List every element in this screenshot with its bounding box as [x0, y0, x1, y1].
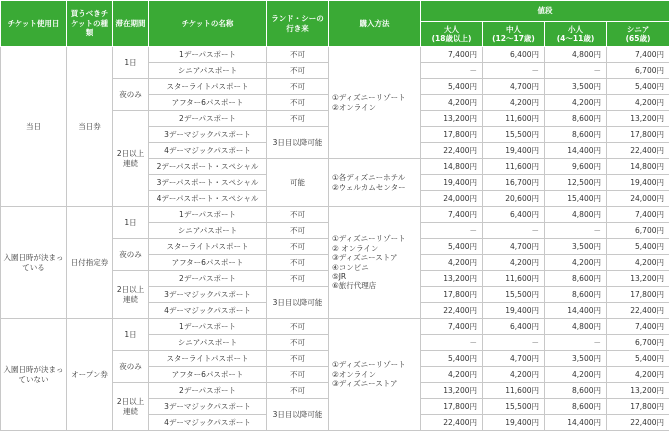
price-adult-cell: 5,400円	[421, 79, 483, 95]
price-junior-cell: 11,600円	[483, 159, 545, 175]
purchase-special-cell	[329, 159, 421, 207]
price-child-cell: 15,400円	[545, 191, 607, 207]
purchase-method-line: ①ディズニーリゾート	[332, 234, 406, 244]
price-adult-cell: 22,400円	[421, 143, 483, 159]
header-land-sea: ランド・シーの行き来	[267, 1, 329, 47]
stay-cell: 夜のみ	[113, 239, 149, 271]
price-junior-cell: 16,700円	[483, 175, 545, 191]
price-adult-cell: 4,200円	[421, 255, 483, 271]
stay-cell: 2日以上連続	[113, 111, 149, 207]
ticket-name-cell: 2デーパスポート	[149, 111, 267, 127]
land-sea-cell: 不可	[267, 239, 329, 255]
price-senior-cell: 6,700円	[607, 335, 669, 351]
stay-cell: 1日	[113, 207, 149, 239]
price-child-cell: 12,500円	[545, 175, 607, 191]
price-senior-cell: 22,400円	[607, 303, 669, 319]
price-senior-cell: 7,400円	[607, 47, 669, 63]
price-adult-cell: 5,400円	[421, 239, 483, 255]
price-child-cell: －	[545, 335, 607, 351]
price-junior-cell: －	[483, 223, 545, 239]
ticket-name-cell: 4デーマジックパスポート	[149, 303, 267, 319]
ticket-name-cell: 2デーパスポート・スペシャル	[149, 159, 267, 175]
ticket-name-cell: 3デーマジックパスポート	[149, 399, 267, 415]
stay-cell: 1日	[113, 319, 149, 351]
price-adult-cell: －	[421, 223, 483, 239]
price-senior-cell: 17,800円	[607, 127, 669, 143]
table-row	[1, 319, 669, 335]
price-senior-cell: 22,400円	[607, 143, 669, 159]
price-child-cell: 8,600円	[545, 399, 607, 415]
price-adult-cell: 4,200円	[421, 95, 483, 111]
price-junior-cell: 15,500円	[483, 399, 545, 415]
price-junior-cell: －	[483, 335, 545, 351]
purchase-method-line: ①各ディズニーホテル	[332, 173, 406, 183]
land-sea-cell: 不可	[267, 47, 329, 63]
price-adult-cell: 22,400円	[421, 415, 483, 431]
price-junior-cell: 11,600円	[483, 383, 545, 399]
price-senior-cell: 5,400円	[607, 239, 669, 255]
price-senior-cell: 6,700円	[607, 63, 669, 79]
price-junior-cell: 19,400円	[483, 415, 545, 431]
stay-cell: 2日以上連続	[113, 383, 149, 431]
price-senior-cell: 17,800円	[607, 287, 669, 303]
price-child-cell: 9,600円	[545, 159, 607, 175]
price-junior-cell: 19,400円	[483, 303, 545, 319]
header-ticket-type: 買うべきチケットの種類	[67, 1, 113, 47]
land-sea-cell: 不可	[267, 319, 329, 335]
price-adult-cell: 7,400円	[421, 207, 483, 223]
price-child-cell: 4,800円	[545, 319, 607, 335]
stay-cell: 1日	[113, 47, 149, 79]
header-child: 小人 (4～11歳)	[545, 22, 607, 47]
stay-cell: 2日以上連続	[113, 271, 149, 319]
ticket-name-cell: 1デーパスポート	[149, 47, 267, 63]
ticket-name-cell: 1デーパスポート	[149, 319, 267, 335]
price-senior-cell: 22,400円	[607, 415, 669, 431]
land-sea-cell: 不可	[267, 271, 329, 287]
land-sea-cell: 不可	[267, 335, 329, 351]
price-child-cell: 4,200円	[545, 95, 607, 111]
header-use-day: チケット使用日	[1, 1, 67, 47]
land-sea-cell: 不可	[267, 255, 329, 271]
price-adult-cell: 7,400円	[421, 319, 483, 335]
ticket-name-cell: シニアパスポート	[149, 335, 267, 351]
header-adult: 大人 (18歳以上)	[421, 22, 483, 47]
price-adult-cell: 5,400円	[421, 351, 483, 367]
price-child-cell: 8,600円	[545, 127, 607, 143]
stay-cell: 夜のみ	[113, 79, 149, 111]
price-adult-cell: 7,400円	[421, 47, 483, 63]
price-adult-cell: 22,400円	[421, 303, 483, 319]
price-junior-cell: 4,700円	[483, 351, 545, 367]
ticket-type-cell: オープン券	[67, 319, 113, 431]
price-senior-cell: 4,200円	[607, 255, 669, 271]
purchase-method-line: ⑤JR	[332, 271, 347, 281]
price-adult-cell: 17,800円	[421, 127, 483, 143]
price-adult-cell: 24,000円	[421, 191, 483, 207]
ticket-name-cell: アフター6パスポート	[149, 95, 267, 111]
price-child-cell: 4,200円	[545, 255, 607, 271]
price-junior-cell: 6,400円	[483, 47, 545, 63]
price-adult-cell: 14,800円	[421, 159, 483, 175]
price-child-cell: 4,200円	[545, 367, 607, 383]
purchase-method-line: ② オンライン	[332, 243, 379, 253]
purchase-method-line: ④コンビニ	[332, 262, 369, 272]
table-row	[1, 47, 669, 63]
ticket-name-cell: スターライトパスポート	[149, 239, 267, 255]
price-child-cell: 14,400円	[545, 303, 607, 319]
price-adult-cell: －	[421, 335, 483, 351]
ticket-name-cell: スターライトパスポート	[149, 79, 267, 95]
ticket-type-cell: 日付指定券	[67, 207, 113, 319]
use-day-cell: 入園日時が決まっていない	[1, 319, 67, 431]
price-adult-cell: 13,200円	[421, 271, 483, 287]
purchase-method-line: ②ウェルカムセンター	[332, 182, 406, 192]
price-junior-cell: 4,700円	[483, 239, 545, 255]
land-sea-cell: 3日目以降可能	[267, 399, 329, 431]
price-junior-cell: 19,400円	[483, 143, 545, 159]
price-adult-cell: 13,200円	[421, 111, 483, 127]
header-price: 値段	[421, 1, 669, 22]
ticket-name-cell: 2デーパスポート	[149, 383, 267, 399]
price-junior-cell: 15,500円	[483, 127, 545, 143]
purchase-method-line: ①ディズニーリゾート	[332, 360, 406, 370]
ticket-name-cell: 4デーパスポート・スペシャル	[149, 191, 267, 207]
price-child-cell: 8,600円	[545, 271, 607, 287]
ticket-name-cell: 3デーマジックパスポート	[149, 127, 267, 143]
ticket-name-cell: アフター6パスポート	[149, 367, 267, 383]
price-junior-cell: 6,400円	[483, 207, 545, 223]
land-sea-cell: 不可	[267, 383, 329, 399]
price-adult-cell: 17,800円	[421, 399, 483, 415]
ticket-name-cell: 3デーパスポート・スペシャル	[149, 175, 267, 191]
price-child-cell: 14,400円	[545, 415, 607, 431]
price-child-cell: 8,600円	[545, 383, 607, 399]
price-senior-cell: 7,400円	[607, 207, 669, 223]
price-child-cell: －	[545, 223, 607, 239]
price-adult-cell: 4,200円	[421, 367, 483, 383]
price-senior-cell: 14,800円	[607, 159, 669, 175]
land-sea-cell: 不可	[267, 111, 329, 127]
price-adult-cell: 13,200円	[421, 383, 483, 399]
land-sea-cell: 可能	[267, 159, 329, 207]
purchase-method-line: ②オンライン	[332, 369, 376, 379]
price-junior-cell: 15,500円	[483, 287, 545, 303]
price-child-cell: 4,800円	[545, 47, 607, 63]
price-child-cell: 14,400円	[545, 143, 607, 159]
purchase-method-line: ③ディズニーストア	[332, 253, 398, 263]
purchase-method-line: ②オンライン	[332, 102, 376, 112]
price-junior-cell: 4,200円	[483, 367, 545, 383]
price-senior-cell: 5,400円	[607, 79, 669, 95]
ticket-name-cell: 2デーパスポート	[149, 271, 267, 287]
price-junior-cell: 4,200円	[483, 255, 545, 271]
price-child-cell: 3,500円	[545, 351, 607, 367]
purchase-method-line: ⑥旅行代理店	[332, 281, 377, 291]
table-header	[1, 1, 669, 47]
land-sea-cell: 不可	[267, 79, 329, 95]
price-senior-cell: 5,400円	[607, 351, 669, 367]
price-senior-cell: 6,700円	[607, 223, 669, 239]
price-junior-cell: 4,200円	[483, 95, 545, 111]
price-junior-cell: 20,600円	[483, 191, 545, 207]
price-junior-cell: －	[483, 63, 545, 79]
price-child-cell: 8,600円	[545, 111, 607, 127]
price-senior-cell: 7,400円	[607, 319, 669, 335]
price-senior-cell: 13,200円	[607, 111, 669, 127]
ticket-name-cell: アフター6パスポート	[149, 255, 267, 271]
ticket-name-cell: スターライトパスポート	[149, 351, 267, 367]
price-adult-cell: －	[421, 63, 483, 79]
use-day-cell: 入園日時が決まっている	[1, 207, 67, 319]
purchase-cell	[329, 207, 421, 319]
land-sea-cell: 3日目以降可能	[267, 287, 329, 319]
purchase-method-line: ③ディズニーストア	[332, 379, 398, 389]
price-child-cell: 3,500円	[545, 79, 607, 95]
price-junior-cell: 4,700円	[483, 79, 545, 95]
price-child-cell: 3,500円	[545, 239, 607, 255]
header-junior: 中人 (12～17歳)	[483, 22, 545, 47]
land-sea-cell: 3日目以降可能	[267, 127, 329, 159]
price-senior-cell: 19,400円	[607, 175, 669, 191]
price-senior-cell: 13,200円	[607, 271, 669, 287]
header-stay: 滞在期間	[113, 1, 149, 47]
land-sea-cell: 不可	[267, 367, 329, 383]
ticket-name-cell: シニアパスポート	[149, 63, 267, 79]
purchase-cell	[329, 319, 421, 431]
price-adult-cell: 17,800円	[421, 287, 483, 303]
price-child-cell: 8,600円	[545, 287, 607, 303]
stay-cell: 夜のみ	[113, 351, 149, 383]
header-name: チケットの名称	[149, 1, 267, 47]
ticket-type-cell: 当日券	[67, 47, 113, 207]
price-senior-cell: 4,200円	[607, 367, 669, 383]
use-day-cell: 当日	[1, 47, 67, 207]
purchase-cell	[329, 47, 421, 159]
land-sea-cell: 不可	[267, 207, 329, 223]
purchase-method-line: ①ディズニーリゾート	[332, 93, 406, 103]
ticket-name-cell: 4デーマジックパスポート	[149, 415, 267, 431]
header-purchase: 購入方法	[329, 1, 421, 47]
price-child-cell: 4,800円	[545, 207, 607, 223]
land-sea-cell: 不可	[267, 351, 329, 367]
land-sea-cell: 不可	[267, 63, 329, 79]
price-senior-cell: 24,000円	[607, 191, 669, 207]
ticket-name-cell: 3デーマジックパスポート	[149, 287, 267, 303]
table-body	[1, 47, 669, 431]
ticket-name-cell: 1デーパスポート	[149, 207, 267, 223]
table-row	[1, 207, 669, 223]
price-senior-cell: 17,800円	[607, 399, 669, 415]
price-junior-cell: 6,400円	[483, 319, 545, 335]
ticket-name-cell: 4デーマジックパスポート	[149, 143, 267, 159]
price-senior-cell: 4,200円	[607, 95, 669, 111]
price-adult-cell: 19,400円	[421, 175, 483, 191]
land-sea-cell: 不可	[267, 95, 329, 111]
header-senior: シニア (65歳)	[607, 22, 669, 47]
land-sea-cell: 不可	[267, 223, 329, 239]
price-senior-cell: 13,200円	[607, 383, 669, 399]
ticket-name-cell: シニアパスポート	[149, 223, 267, 239]
price-junior-cell: 11,600円	[483, 271, 545, 287]
price-child-cell: －	[545, 63, 607, 79]
price-junior-cell: 11,600円	[483, 111, 545, 127]
